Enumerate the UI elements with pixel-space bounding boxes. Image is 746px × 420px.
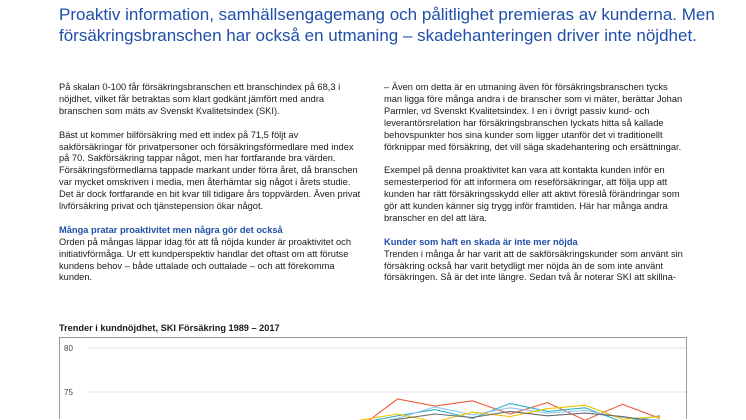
paragraph-trend: Trenden i många år har varit att de sakförsäkringskunder som använt sin försäkring också har varit betydligt mer nöjda än de som inte använt försäkringen. Så är det inte längre. Sedan två år noterar SKI att skillna- bbox=[384, 248, 683, 283]
paragraph-branschindex: På skalan 0-100 får försäkringsbranschen ett branschindex på 68,3 i nöjdhet, vilket får betraktas som klart godkänt jämfört med andra branschen som mäts av Svenskt Kvalitetsindex (SKI). bbox=[59, 82, 341, 116]
trend-chart bbox=[59, 337, 687, 419]
subheading-skada: Kunder som haft en skada är inte mer nöjda bbox=[384, 236, 578, 247]
subheading-proaktivitet: Många pratar proaktivitet men några gör det också bbox=[59, 224, 283, 235]
y-tick-label-80: 80 bbox=[64, 344, 73, 353]
paragraph-proaktivitet: Orden på mångas läppar idag för att få nöjda kunder är proaktivitet och initiativförmåga. Ur ett kundperspektiv handlar det oftast om att förutse kundens behov – både uttalade och outtalade – och att förekomma kunden. bbox=[59, 236, 351, 283]
lead-heading: Proaktiv information, samhällsengagemang och pålitlighet premieras av kunderna. Men försäkringsbranschen har också en utmaning – skadehanteringen driver inte nöjdhet. bbox=[59, 5, 715, 45]
paragraph-bilforsakring: Bäst ut kommer bilförsäkring med ett index på 71,5 följt av sakförsäkringar för privatpersoner och försäkringsförmedlare med index på 70. Sakförsäkring tappar något, men har fortfarande bra värden. Försäkringsförmedlarna tappade markant under förra året, då branschen var mycket omskriven i media, men återhämtar sig något i årets studie. Det är dock fortfarande en bit kvar till tidigare års toppvärden. Även privat livförsäkring privat och tjänstepension ökar något. bbox=[59, 129, 361, 212]
article-column-right bbox=[384, 82, 686, 296]
paragraph-example: Exempel på denna proaktivitet kan vara att kontakta kunden inför en semesterperiod för att informera om reseförsäkringar, att följa upp att kunden har rätt försäkringsskydd eller att aktivt föreslå förändringar som gör att kunden känner sig trygg inför framtiden. Här har många andra branscher en del att lära. bbox=[384, 165, 680, 223]
paragraph-quote: – Även om detta är en utmaning även för försäkringsbranschen tycks man ligga före många andra i de branscher som vi mäter, berättar Johan Parmler, vd Svenskt Kvalitetsindex. I en i övrigt passiv kund- och leverantörsrelation har försäkringsbranschen lyckats hitta så kallade behovspunkter hos sina kunder som ligger utanför det vi traditionellt förknippar med försäkring, det vill säga skadehantering och ersättningar. bbox=[384, 82, 683, 152]
chart-title: Trender i kundnöjdhet, SKI Försäkring 1989 – 2017 bbox=[59, 323, 280, 333]
y-tick-label-75: 75 bbox=[64, 388, 73, 397]
article-column-left bbox=[59, 82, 361, 296]
trend-chart-svg bbox=[60, 338, 686, 420]
